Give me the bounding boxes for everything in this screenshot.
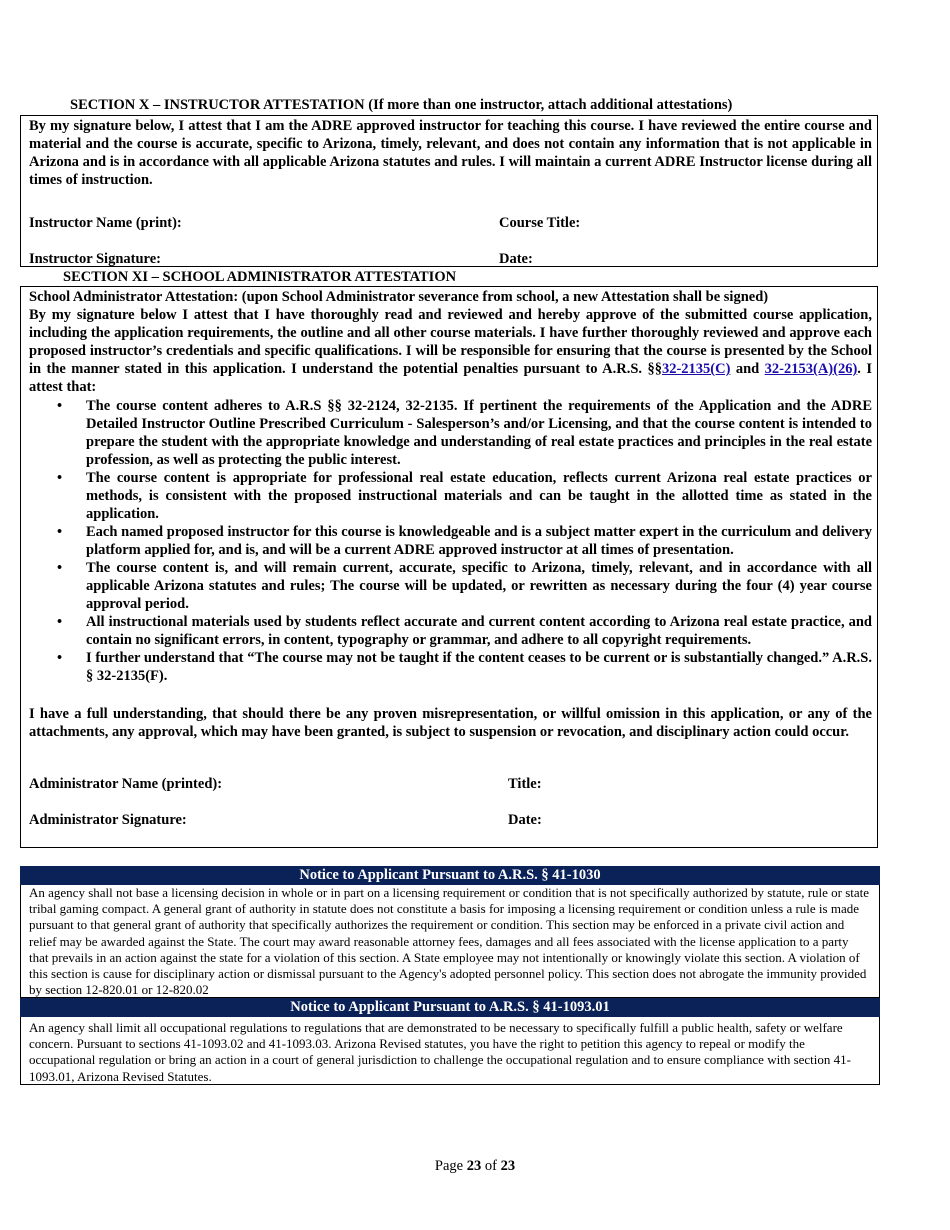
instructor-attestation-paragraph: By my signature below, I attest that I am the ADRE approved instructor for teaching this course. I have reviewed the entire course and material and the course is accurate, specific to Arizona, timely, relevant, and does not contain any information that is not applicable in Arizona and is in accordance with all applicable Arizona statutes and rules. I will maintain a current ADRE Instructor license during all times of instruction.	[29, 118, 872, 188]
instructor-name-label: Instructor Name (print):	[29, 215, 182, 231]
bullet-icon: •	[57, 524, 63, 540]
notice-41-1030-body: An agency shall not base a licensing decision in whole or in part on a licensing requirement or condition that is not specifically authorized by statute, rule or state tribal gaming compact. A general grant of authority in statute does not constitute a basis for imposing a licensing requirement or condition unless a rule is made pursuant to that general grant of authority that specifically authorizes the requirement or condition. This section may be enforced in a private civil action and relief may be awarded against the State. The court may award reasonable attorney fees, damages and all fees associated with the license application to a party that prevails in an action against the state for a violation of this section. A State employee may not intentionally or knowingly violate this section. A violation of this section is cause for disciplinary action or dismissal pursuant to the Agency's adopted personnel policy. This section does not abrogate the immunity provided by section 12-820.01 or 12-820.02	[29, 885, 870, 998]
bullet-icon: •	[57, 650, 63, 666]
list-item	[57, 469, 872, 523]
bullet-text: The course content adheres to A.R.S §§ 32-2124, 32-2135. If pertinent the requirements of the Application and the ADRE Detailed Instructor Outline Prescribed Curriculum - Salesperson’s and/or Licensing, and that the course content is intended to prepare the student with the appropriate knowledge and understanding of real estate practices and principles in the real estate profession, as well as protecting the public interest.	[86, 398, 872, 468]
attest-text: . I attest that:	[29, 361, 872, 395]
bullet-icon: •	[57, 398, 63, 414]
of-word: of	[484, 1158, 497, 1174]
administrator-subheading: School Administrator Attestation: (upon School Administrator severance from school, a new Attestation shall be signed)	[29, 289, 769, 305]
total-page-number: 23	[500, 1158, 516, 1174]
instructor-signature-label: Instructor Signature:	[29, 251, 161, 267]
list-item	[57, 613, 872, 649]
list-item	[57, 523, 872, 559]
administrator-date-label: Date:	[508, 812, 542, 828]
section-11-title: SECTION XI – SCHOOL ADMINISTRATOR ATTESTATION	[63, 269, 457, 285]
statute-link-32-2135c[interactable]: 32-2135(C)	[661, 361, 731, 377]
statute-link-32-2153a26[interactable]: 32-2153(A)(26)	[764, 361, 858, 377]
notice-41-1093-box	[20, 1017, 880, 1085]
instructor-attestation-box	[20, 115, 878, 267]
notice-41-1030-box	[20, 885, 880, 998]
bullet-text: Each named proposed instructor for this course is knowledgeable and is a subject matter expert in the curriculum and delivery platform applied for, and is, and will be a current ADRE approved instructor at all times of presentation.	[86, 524, 872, 558]
administrator-closing-paragraph: I have a full understanding, that should there be any proven misrepresentation, or willful omission in this application, or any of the attachments, any approval, which may have been granted, is subject to suspension or revocation, and disciplinary action could occur.	[29, 706, 872, 740]
bullet-icon: •	[57, 614, 63, 630]
page-number-footer	[0, 1158, 950, 1175]
bullet-text: The course content is, and will remain current, accurate, specific to Arizona, timely, relevant, and in accordance with all applicable Arizona statutes and rules; The course will be updated, or rewritten as necessary during the four (4) year course approval period.	[86, 560, 872, 612]
administrator-signature-label: Administrator Signature:	[29, 812, 187, 828]
notice-41-1030-heading: Notice to Applicant Pursuant to A.R.S. § 41-1030	[20, 866, 880, 885]
administrator-attestation-box	[20, 286, 878, 848]
instructor-date-label: Date:	[499, 251, 533, 267]
intro-text: By my signature below I attest that I have thoroughly read and reviewed and hereby approve of the submitted course application, including the application requirements, the outline and all other course materials. I have further thoroughly reviewed and approve each proposed instructor’s credentials and specific qualifications. I will be responsible for ensuring that the course is presented by the School in the manner stated in this application. I understand the potential penalties pursuant to A.R.S. §§	[29, 307, 872, 377]
and-text: and	[730, 361, 765, 377]
page-word: Page	[434, 1158, 464, 1174]
list-item	[57, 559, 872, 613]
administrator-attestation-intro	[29, 288, 872, 396]
administrator-title-label: Title:	[508, 776, 542, 792]
bullet-text: All instructional materials used by students reflect accurate and current content according to Arizona real estate practice, and contain no significant errors, in content, typography or grammar, and adhere to all copyright requirements.	[86, 614, 872, 648]
notice-41-1093-body: An agency shall limit all occupational regulations to regulations that are demonstrated to be necessary to specifically fulfill a public health, safety or welfare concern. Pursuant to sections 41-1093.02 and 41-1093.03. Arizona Revised statutes, you have the right to petition this agency to repeal or modify the occupational regulation or bring an action in a court of general jurisdiction to challenge the occupational regulation and to ensure compliance with section 41-1093.01, Arizona Revised Statutes.	[29, 1020, 851, 1084]
section-10-title: SECTION X – INSTRUCTOR ATTESTATION (If more than one instructor, attach additional attestations)	[70, 97, 733, 113]
notice-41-1093-heading: Notice to Applicant Pursuant to A.R.S. § 41-1093.01	[20, 998, 880, 1017]
bullet-icon: •	[57, 470, 63, 486]
bullet-icon: •	[57, 560, 63, 576]
bullet-text: The course content is appropriate for professional real estate education, reflects current Arizona real estate practices or methods, is consistent with the proposed instructional materials and can be taught in the allotted time as stated in the application.	[86, 470, 872, 522]
current-page-number: 23	[466, 1158, 482, 1174]
list-item	[57, 397, 872, 469]
administrator-name-label: Administrator Name (printed):	[29, 776, 223, 792]
list-item	[57, 649, 872, 685]
administrator-intro-paragraph	[29, 306, 872, 396]
attestation-bullet-list	[57, 397, 872, 685]
bullet-text: I further understand that “The course may not be taught if the content ceases to be current or is substantially changed.” A.R.S. § 32-2135(F).	[86, 650, 872, 684]
course-title-label: Course Title:	[499, 215, 581, 231]
